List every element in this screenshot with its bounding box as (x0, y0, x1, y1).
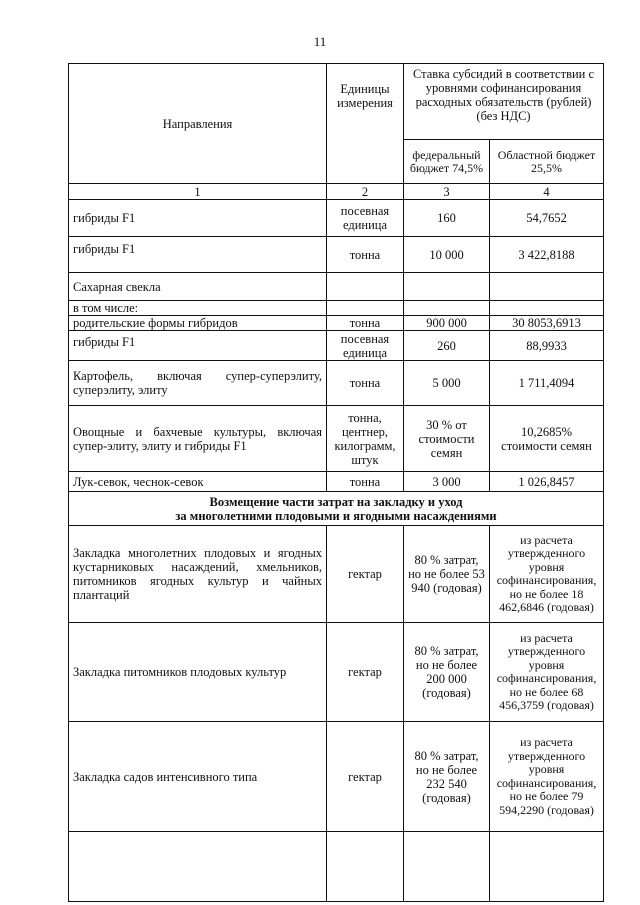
row-federal: 80 % затрат, но не более 232 540 (годовая) (404, 722, 490, 832)
table-row (69, 472, 604, 492)
row-unit: посевная единица (327, 331, 404, 361)
row-federal: 30 % от стоимости семян (404, 406, 490, 472)
row-regional: 54,7652 (490, 200, 604, 237)
table-row (69, 273, 604, 301)
row-federal: 80 % затрат, но не более 53 940 (годовая) (404, 526, 490, 623)
header-units: Единицы измерения (327, 64, 404, 184)
row-federal: 900 000 (404, 316, 490, 331)
table-row (69, 316, 604, 331)
row-regional: из расчета утвержденного уровня софинансирования, но не более 18 462,6846 (годовая) (490, 526, 604, 623)
row-name: в том числе: (69, 301, 327, 316)
row-federal: 3 000 (404, 472, 490, 492)
row-regional: 1 711,4094 (490, 361, 604, 406)
row-name: Лук-севок, чеснок-севок (69, 472, 327, 492)
row-name: родительские формы гибридов (69, 316, 327, 331)
row-federal: 10 000 (404, 237, 490, 273)
table-row (69, 237, 604, 273)
section-title-line: Возмещение части затрат на закладку и уход (209, 494, 463, 509)
col-number-4: 4 (490, 184, 604, 200)
row-federal: 80 % затрат, но не более 200 000 (годовая) (404, 623, 490, 722)
table-row (69, 406, 604, 472)
section-header-row (69, 492, 604, 526)
row-regional: из расчета утвержденного уровня софинансирования, но не более 68 456,3759 (годовая) (490, 623, 604, 722)
page-number: 11 (313, 34, 327, 49)
row-unit: гектар (327, 526, 404, 623)
header-direction: Направления (69, 64, 327, 184)
row-unit: тонна (327, 472, 404, 492)
row-unit: посевная единица (327, 200, 404, 237)
row-name (69, 361, 327, 406)
section-title (69, 492, 604, 526)
row-regional: 10,2685% стоимости семян (490, 406, 604, 472)
row-name-line: Закладка садов интенсивного типа (73, 769, 258, 784)
section-title-line: за многолетними плодовыми и ягодными насаждениями (175, 508, 497, 523)
table-row (69, 200, 604, 237)
row-name: Сахарная свекла (69, 273, 327, 301)
row-name (69, 406, 327, 472)
row-name: гибриды F1 (69, 200, 327, 237)
row-federal: 5 000 (404, 361, 490, 406)
row-regional: 1 026,8457 (490, 472, 604, 492)
row-name: гибриды F1 (69, 331, 327, 361)
row-name-line: Закладка многолетних плодовых и ягодных (73, 546, 322, 560)
row-unit: гектар (327, 623, 404, 722)
row-regional: из расчета утвержденного уровня софинансирования, но не более 79 594,2290 (годовая) (490, 722, 604, 832)
col-number-1: 1 (69, 184, 327, 200)
row-name-line: супер-элиту, элиту и гибриды F1 (73, 438, 247, 453)
table-row (69, 361, 604, 406)
row-name-line: Закладка питомников плодовых культур (73, 665, 287, 679)
table-row (69, 623, 604, 722)
row-federal: 260 (404, 331, 490, 361)
header-regional: Областной бюджет 25,5% (490, 140, 604, 184)
row-unit: тонна (327, 316, 404, 331)
row-name-line: питомников ягодных культур и чайных (73, 574, 322, 588)
col-number-2: 2 (327, 184, 404, 200)
table-row (69, 526, 604, 623)
row-name-line: Овощные и бахчевые культуры, включая (73, 424, 322, 439)
table-row (69, 301, 604, 316)
subsidy-rates-table (68, 63, 604, 902)
row-name: гибриды F1 (69, 237, 327, 273)
row-unit: тонна, центнер, килограмм, штук (327, 406, 404, 472)
table-row (69, 331, 604, 361)
row-unit: гектар (327, 722, 404, 832)
row-name (69, 722, 327, 832)
row-unit: тонна (327, 237, 404, 273)
row-name (69, 623, 327, 722)
row-name-line: Картофель, включая супер-суперэлиту, (73, 369, 322, 383)
row-regional: 88,9933 (490, 331, 604, 361)
table-row (69, 722, 604, 832)
header-federal: федеральный бюджет 74,5% (404, 140, 490, 184)
header-rate: Ставка субсидий в соответствии с уровнями софинансирования расходных обязательств (рублей) (без НДС) (404, 64, 604, 140)
row-federal: 160 (404, 200, 490, 237)
row-name-line: суперэлиту, элиту (73, 383, 168, 397)
table-row-empty (69, 832, 604, 902)
row-regional: 30 8053,6913 (490, 316, 604, 331)
row-regional: 3 422,8188 (490, 237, 604, 273)
row-name-line: плантаций (73, 588, 130, 602)
col-number-3: 3 (404, 184, 490, 200)
row-unit: тонна (327, 361, 404, 406)
row-name-line: кустарниковых насаждений, хмельников, (73, 560, 322, 574)
row-name (69, 526, 327, 623)
